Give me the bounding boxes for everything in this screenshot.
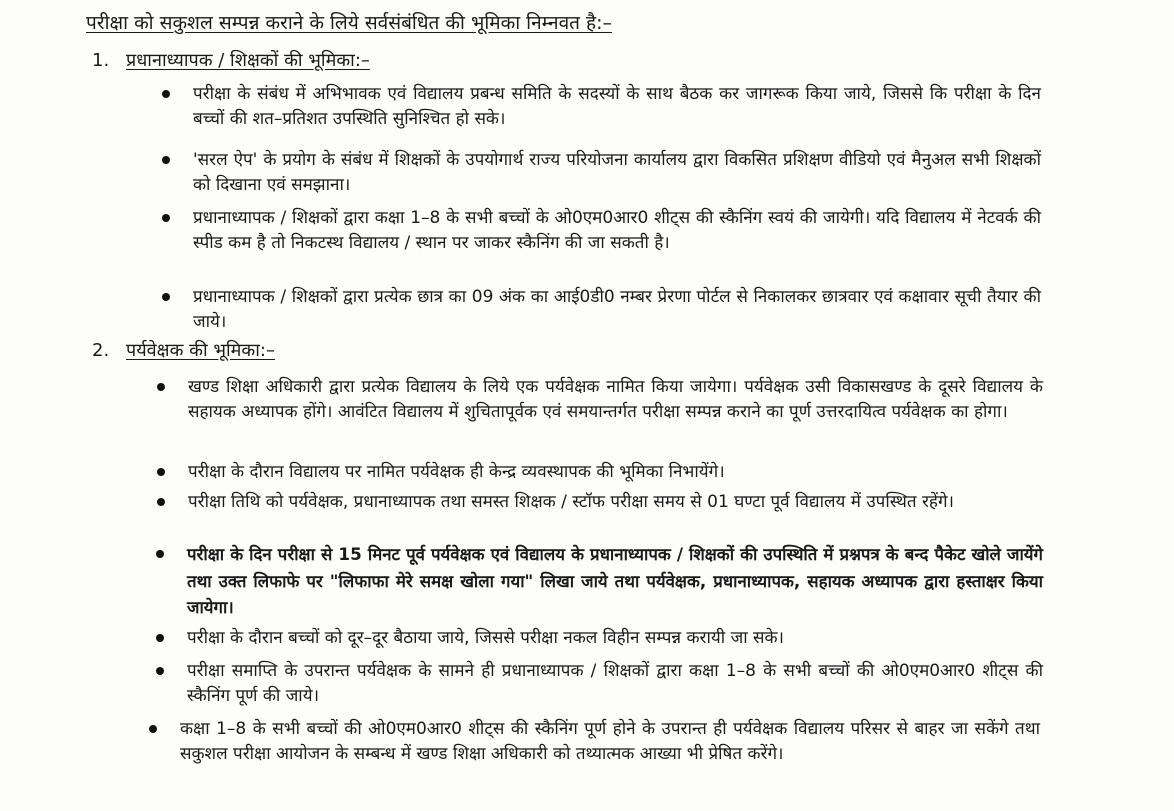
bullet-dot [162,90,170,98]
section-2-title: पर्यवेक्षक की भूमिका:– [126,340,275,361]
section-2-item-6 [187,659,1043,708]
section-2-item-6-text: परीक्षा समाप्ति के उपरान्त पर्यवेक्षक के सामने ही प्रधानाध्यापक / शिक्षकों द्वारा कक्षा 1–8 के सभी बच्चों की ओ0एम0आर0 शीट्स की स्कैनिंग पूर्ण की जाये। [187,661,1043,706]
section-1-item-1 [193,82,1041,131]
bullet-dot [157,498,165,506]
bullet-dot [149,725,157,733]
section-2-item-7-text: कक्षा 1–8 के सभी बच्चों की ओ0एम0आर0 शीट्स की स्कैनिंग पूर्ण होने के उपरान्त ही पर्यवेक्षक विद्यालय परिसर से बाहर जा सकेंगे तथा सकुशल परीक्षा आयोजन के सम्बन्ध में खण्ड शिक्षा अधिकारी को तथ्यात्मक आख्या भी प्रेषित करेंगे। [180,719,1040,764]
section-1-heading [92,49,370,73]
bullet-dot [157,383,165,391]
bullet-dot [162,214,170,222]
section-2-number: 2. [92,340,110,361]
main-heading: परीक्षा को सकुशल सम्पन्न कराने के लिये सर्वसंबंधित की भूमिका निम्नवत है:– [86,12,612,34]
section-2-item-4 [187,541,1043,621]
section-2-item-5-text: परीक्षा के दौरान बच्चों को दूर–दूर बैठाया जाये, जिससे परीक्षा नकल विहीन सम्पन्न करायी जा सके। [187,628,784,648]
bullet-dot [162,156,170,164]
section-2-item-1-text: खण्ड शिक्षा अधिकारी द्वारा प्रत्येक विद्यालय के लिये एक पर्यवेक्षक नामित किया जायेगा। पर्यवेक्षक उसी विकासखण्ड के दूसरे विद्यालय के सहायक अध्यापक होंगे। आवंटित विद्यालय में शुचितापूर्वक एवं समयान्तर्गत परीक्षा सम्पन्न कराने का पूर्ण उत्तरदायित्व पर्यवेक्षक का होगा। [188,377,1043,422]
bullet-dot [156,550,164,558]
section-1-item-2 [193,148,1041,197]
section-2-item-7 [180,717,1040,766]
section-1-number: 1. [92,50,110,71]
section-1-item-3 [193,206,1041,255]
bullet-dot [157,468,165,476]
section-2-item-3-text: परीक्षा तिथि को पर्यवेक्षक, प्रधानाध्यापक तथा समस्त शिक्षक / स्टॉफ परीक्षा समय से 01 घण्टा पूर्व विद्यालय में उपस्थित रहेंगे। [188,492,954,512]
section-1-item-4-text: प्रधानाध्यापक / शिक्षकों द्वारा प्रत्येक छात्र का 09 अंक का आई0डी0 नम्बर प्रेरणा पोर्टल से निकालकर छात्रवार एवं कक्षावार सूची तैयार की जाये। [193,287,1041,332]
section-1-item-3-text: प्रधानाध्यापक / शिक्षकों द्वारा कक्षा 1–8 के सभी बच्चों के ओ0एम0आर0 शीट्स की स्कैनिंग स्वयं की जायेगी। यदि विद्यालय में नेटवर्क की स्पीड कम है तो निकटस्थ विद्यालय / स्थान पर जाकर स्कैनिंग की जा सकती है। [193,208,1041,253]
section-2-item-2-text: परीक्षा के दौरान विद्यालय पर नामित पर्यवेक्षक ही केन्द्र व्यवस्थापक की भूमिका निभायेंगे। [188,462,725,482]
section-2-heading [92,339,275,363]
section-2-item-2 [188,460,1043,485]
bullet-dot [156,634,164,642]
section-2-item-1 [188,375,1043,424]
section-2-item-5 [187,626,1043,651]
bullet-dot [156,667,164,675]
section-1-item-1-text: परीक्षा के संबंध में अभिभावक एवं विद्यालय प्रबन्ध समिति के सदस्यों के साथ बैठक कर जागरूक किया जाये, जिससे कि परीक्षा के दिन बच्चों की शत–प्रतिशत उपस्थिति सुनिश्चित हो सके। [193,84,1041,129]
section-1-item-4 [193,285,1041,334]
section-1-item-2-text: 'सरल ऐप' के प्रयोग के संबंध में शिक्षकों के उपयोगार्थ राज्य परियोजना कार्यालय द्वारा विकसित प्रशिक्षण वीडियो एवं मैनुअल सभी शिक्षकों को दिखाना एवं समझाना। [193,150,1041,195]
section-2-item-3 [188,490,1043,515]
bullet-dot [162,293,170,301]
section-1-title: प्रधानाध्यापक / शिक्षकों की भूमिका:– [126,50,370,71]
section-2-item-4-text: परीक्षा के दिन परीक्षा से 15 मिनट पूर्व पर्यवेक्षक एवं विद्यालय के प्रधानाध्यापक / शिक्षकों की उपस्थिति में प्रश्नपत्र के बन्द पैकेट खोले जायेंगे तथा उक्त लिफाफे पर "लिफाफा मेरे समक्ष खोला गया" लिखा जाये तथा पर्यवेक्षक, प्रधानाध्यापक, सहायक अध्यापक द्वारा हस्ताक्षर किया जायेगा। [187,544,1043,617]
